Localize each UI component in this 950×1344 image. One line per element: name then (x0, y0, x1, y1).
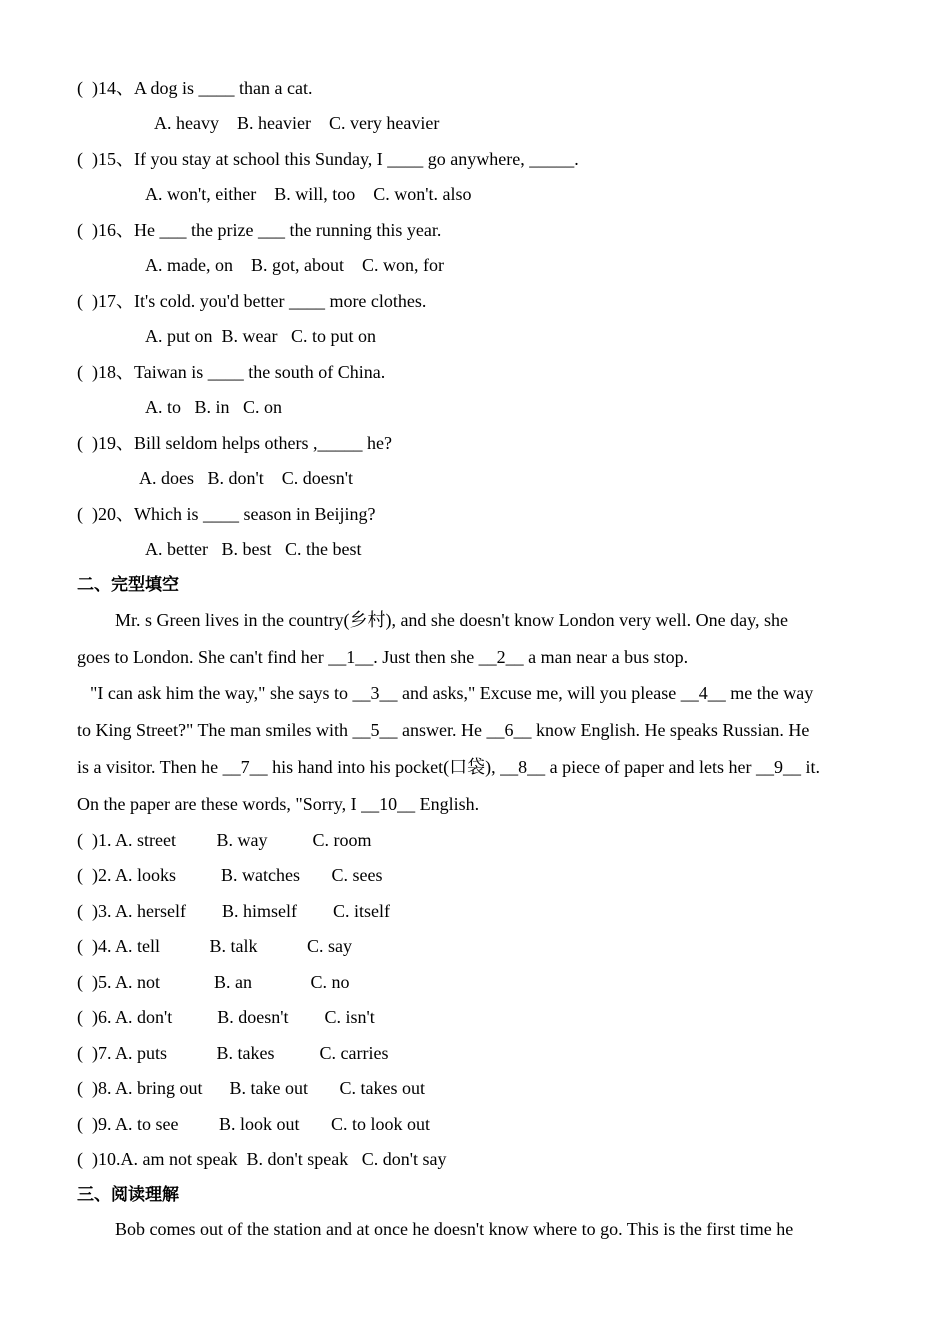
cloze-choice-4: ( )4. A. tell B. talk C. say (77, 936, 352, 956)
section-2-heading: 二、完型填空 (77, 575, 179, 595)
cloze-choice-2: ( )2. A. looks B. watches C. sees (77, 865, 383, 885)
cloze-choice-5: ( )5. A. not B. an C. no (77, 972, 350, 992)
cloze-passage-line-5: is a visitor. Then he __7__ his hand into his pocket(口袋), __8__ a piece of paper and lets her __9__ it. (77, 757, 821, 777)
question-14-options: A. heavy B. heavier C. very heavier (154, 113, 440, 133)
question-18-stem: ( )18、Taiwan is ____ the south of China. (77, 362, 386, 382)
cloze-passage-line-1: Mr. s Green lives in the country(乡村), and she doesn't know London very well. One day, she (115, 610, 788, 630)
cloze-passage-line-4: to King Street?" The man smiles with __5__ answer. He __6__ know English. He speaks Russian. He (77, 720, 810, 740)
cloze-choice-9: ( )9. A. to see B. look out C. to look out (77, 1114, 430, 1134)
question-15-stem: ( )15、If you stay at school this Sunday, I ____ go anywhere, _____. (77, 149, 579, 169)
question-17-stem: ( )17、It's cold. you'd better ____ more clothes. (77, 291, 427, 311)
question-15-options: A. won't, either B. will, too C. won't. also (145, 184, 472, 204)
question-16-options: A. made, on B. got, about C. won, for (145, 255, 444, 275)
reading-passage-line-1: Bob comes out of the station and at once he doesn't know where to go. This is the first time he (115, 1219, 794, 1239)
cloze-choice-6: ( )6. A. don't B. doesn't C. isn't (77, 1007, 375, 1027)
question-20-stem: ( )20、Which is ____ season in Beijing? (77, 504, 376, 524)
question-16-stem: ( )16、He ___ the prize ___ the running this year. (77, 220, 442, 240)
question-19-stem: ( )19、Bill seldom helps others ,_____ he? (77, 433, 392, 453)
question-17-options: A. put on B. wear C. to put on (145, 326, 376, 346)
question-20-options: A. better B. best C. the best (145, 539, 362, 559)
cloze-choice-10: ( )10.A. am not speak B. don't speak C. don't say (77, 1149, 447, 1169)
cloze-choice-3: ( )3. A. herself B. himself C. itself (77, 901, 390, 921)
cloze-passage-line-6: On the paper are these words, "Sorry, I __10__ English. (77, 794, 480, 814)
cloze-choice-1: ( )1. A. street B. way C. room (77, 830, 372, 850)
question-14-stem: ( )14、A dog is ____ than a cat. (77, 78, 313, 98)
question-19-options: A. does B. don't C. doesn't (139, 468, 353, 488)
question-18-options: A. to B. in C. on (145, 397, 283, 417)
cloze-choice-8: ( )8. A. bring out B. take out C. takes out (77, 1078, 425, 1098)
cloze-choice-7: ( )7. A. puts B. takes C. carries (77, 1043, 389, 1063)
cloze-passage-line-3: "I can ask him the way," she says to __3__ and asks," Excuse me, will you please __4__ me the way (90, 683, 814, 703)
cloze-passage-line-2: goes to London. She can't find her __1__. Just then she __2__ a man near a bus stop. (77, 647, 689, 667)
section-3-heading: 三、阅读理解 (77, 1185, 179, 1205)
